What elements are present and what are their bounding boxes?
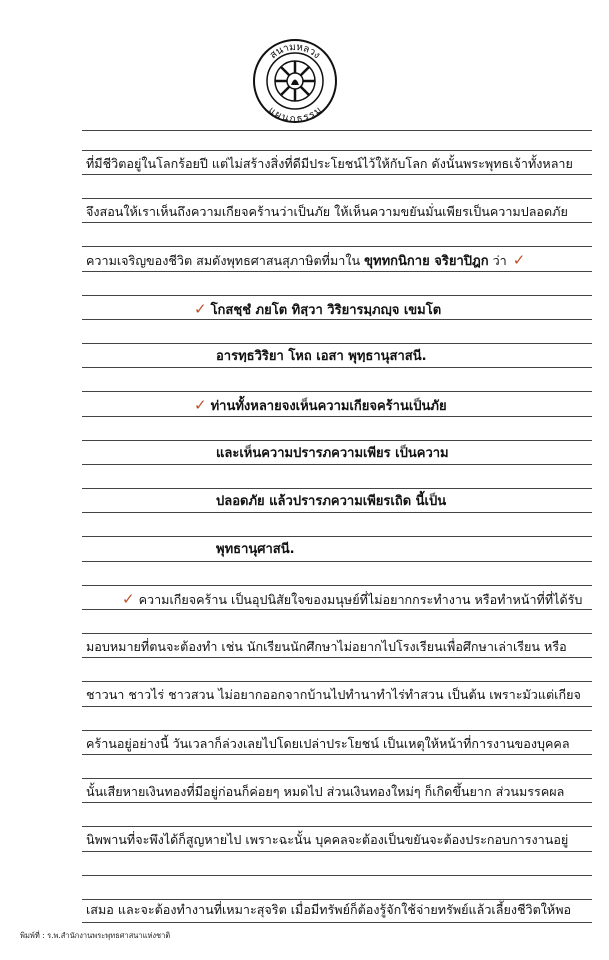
seal-text-top: สนามหลวง (268, 41, 323, 62)
translation-text: ท่านทั้งหลายจงเห็นความเกียจคร้านเป็นภัย (210, 399, 447, 414)
rule-line (82, 681, 592, 682)
verse-text: โกสชฺชํ ภยโต ทิสฺวา วิริยารมฺภญฺจ เขมโต (210, 303, 442, 318)
check-mark-icon: ✓ (194, 300, 207, 318)
rule-line (82, 174, 592, 175)
rule-line (82, 512, 592, 513)
rule-line (82, 440, 592, 441)
rule-line (82, 561, 592, 562)
rule-line (82, 536, 592, 537)
rule-line (82, 295, 592, 296)
rule-line (82, 343, 592, 344)
translation-line: พุทธานุศาสนี. (216, 542, 295, 557)
rule-line (82, 150, 592, 151)
rule-line (82, 657, 592, 658)
rule-line (82, 754, 592, 755)
rule-line (82, 319, 592, 320)
rule-line (82, 222, 592, 223)
seal-text-bottom: แผนกธรรม (266, 105, 324, 124)
text-segment: ความเจริญของชีวิต สมดังพุทธศาสนสุภาษิตที่มาใน (86, 253, 361, 268)
rule-line (82, 802, 592, 803)
text-line: จึงสอนให้เราเห็นถึงความเกียจคร้านว่าเป็นภัย ให้เห็นความขยันมั่นเพียรเป็นความปลอดภัย (86, 204, 568, 219)
check-mark-icon: ✓ (122, 590, 135, 608)
rule-line (82, 130, 592, 131)
text-line: ที่มีชีวิตอยู่ในโลกร้อยปี แต่ไม่สร้างสิ่งที่ดีมีประโยชน์ไว้ให้กับโลก ดังนั้นพระพุทธเจ้าทั้งหลาย (86, 156, 573, 171)
rule-line (82, 464, 592, 465)
rule-line (82, 826, 592, 827)
rule-line (82, 246, 592, 247)
printer-footer: พิมพ์ที่ : ร.พ.สำนักงานพระพุทธศาสนาแห่งชาติ (20, 931, 171, 940)
rule-line (82, 198, 592, 199)
rule-line (82, 609, 592, 610)
text-line: นิพพานที่จะพึงได้ก็สูญหายไป เพราะฉะนั้น บุคคลจะต้องเป็นขยันจะต้องประกอบการงานอยู่ (86, 832, 569, 847)
rule-line (82, 730, 592, 731)
text-line: ชาวนา ชาวไร่ ชาวสวน ไม่อยากออกจากบ้านไปทำนาทำไร่ทำสวน เป็นต้น เพราะมัวแต่เกียจ (86, 687, 581, 702)
pali-verse-line: อารทฺธวิริยา โหถ เอสา พุทฺธานุสาสนี. (216, 349, 427, 364)
rule-line (82, 585, 592, 586)
text-line: เสมอ และจะต้องทำงานที่เหมาะสุจริต เมื่อมีทรัพย์ก็ต้องรู้จักใช้จ่ายทรัพย์แล้วเลี้ยงชีวิตให้พอ (86, 902, 572, 917)
text-line: มอบหมายที่ตนจะต้องทำ เช่น นักเรียนนักศึกษาไม่อยากไปโรงเรียนเพื่อศึกษาเล่าเรียน หรือ (86, 639, 567, 654)
check-mark-icon: ✓ (512, 251, 526, 269)
bold-reference: ขุททกนิกาย จริยาปิฎก (364, 254, 489, 269)
translation-line (194, 397, 447, 415)
text-line: นั้นเสียหายเงินทองที่มีอยู่ก่อนก็ค่อยๆ หมดไป ส่วนเงินทองใหม่ๆ ก็เกิดขึ้นยาก ส่วนมรรคผล (86, 784, 565, 799)
rule-line (82, 488, 592, 489)
rule-line (82, 271, 592, 272)
translation-line: และเห็นความปรารภความเพียร เป็นความ (216, 446, 449, 461)
text-line: คร้านอยู่อย่างนี้ วันเวลาก็ล่วงเลยไปโดยเปล่าประโยชน์ เป็นเหตุให้หน้าที่การงานของบุคคล (86, 736, 570, 751)
text-line (122, 591, 582, 608)
rule-line (82, 922, 592, 923)
pali-verse-line (194, 301, 441, 319)
rule-line (82, 633, 592, 634)
paragraph-start: ความเกียจคร้าน เป็นอุปนิสัยใจของมนุษย์ที่ไม่อยากกระทำงาน หรือทำหน้าที่ที่ได้รับ (138, 592, 583, 607)
translation-line: ปลอดภัย แล้วปรารภความเพียรเถิด นี้เป็น (216, 494, 447, 509)
rule-line (82, 367, 592, 368)
rule-line (82, 778, 592, 779)
check-mark-icon: ✓ (194, 396, 207, 414)
rule-line (82, 391, 592, 392)
lined-paper (82, 0, 592, 960)
rule-line (82, 706, 592, 707)
rule-line (82, 851, 592, 852)
text-segment: ว่า (488, 253, 507, 268)
rule-line (82, 416, 592, 417)
text-line (86, 252, 529, 270)
rule-line (82, 875, 592, 876)
rule-line (82, 899, 592, 900)
